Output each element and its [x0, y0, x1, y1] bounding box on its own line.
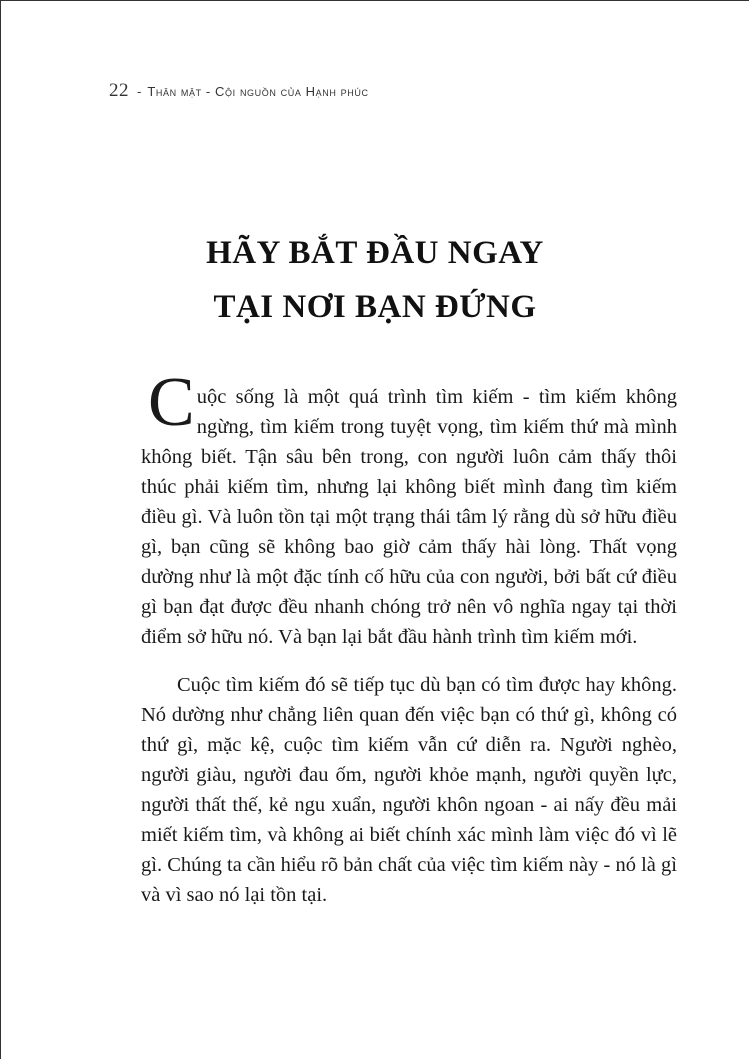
paragraph-2: Cuộc tìm kiếm đó sẽ tiếp tục dù bạn có tìm được hay không. Nó dường như chẳng liên quan đến việc bạn có thứ gì, không có thứ gì, mặc kệ, cuộc tìm kiếm vẫn cứ diễn ra. Người nghèo, người giàu, người đau ốm, người khỏe mạnh, người quyền lực, người thất thế, kẻ ngu xuẩn, người khôn ngoan - ai nấy đều mải miết kiếm tìm, và không ai biết chính xác mình làm việc đó vì lẽ gì. Chúng ta cần hiểu rõ bản chất của việc tìm kiếm này - nó là gì và vì sao nó lại tồn tại.	[141, 674, 677, 906]
body-text	[141, 364, 677, 910]
chapter-title-line-2: TẠI NƠI BẠN ĐỨNG	[213, 289, 537, 325]
paragraph-1-text: uộc sống là một quá trình tìm kiếm - tìm kiếm không ngừng, tìm kiếm trong tuyệt vọng, tìm kiếm thứ mà mình không biết. Tận sâu bên trong, con người luôn cảm thấy thôi thúc phải kiếm tìm, nhưng lại không biết mình đang tìm kiếm điều gì. Và luôn tồn tại một trạng thái tâm lý rằng dù sở hữu điều gì, bạn cũng sẽ không bao giờ cảm thấy hài lòng. Thất vọng dường như là một đặc tính cố hữu của con người, bởi bất cứ điều gì bạn đạt được đều nhanh chóng trở nên vô nghĩa ngay tại thời điểm sở hữu nó. Và bạn lại bắt đầu hành trình tìm kiếm mới.	[141, 386, 677, 648]
chapter-title-line-1: HÃY BẮT ĐẦU NGAY	[206, 235, 544, 271]
book-title: Thân mật - Cội nguồn của Hạnh phúc	[147, 84, 369, 99]
drop-cap: C	[148, 364, 195, 441]
paragraph-1	[141, 364, 677, 652]
page-number: 22	[109, 80, 129, 101]
chapter-title	[0, 226, 750, 334]
running-header	[109, 80, 369, 102]
header-separator: -	[137, 84, 142, 99]
